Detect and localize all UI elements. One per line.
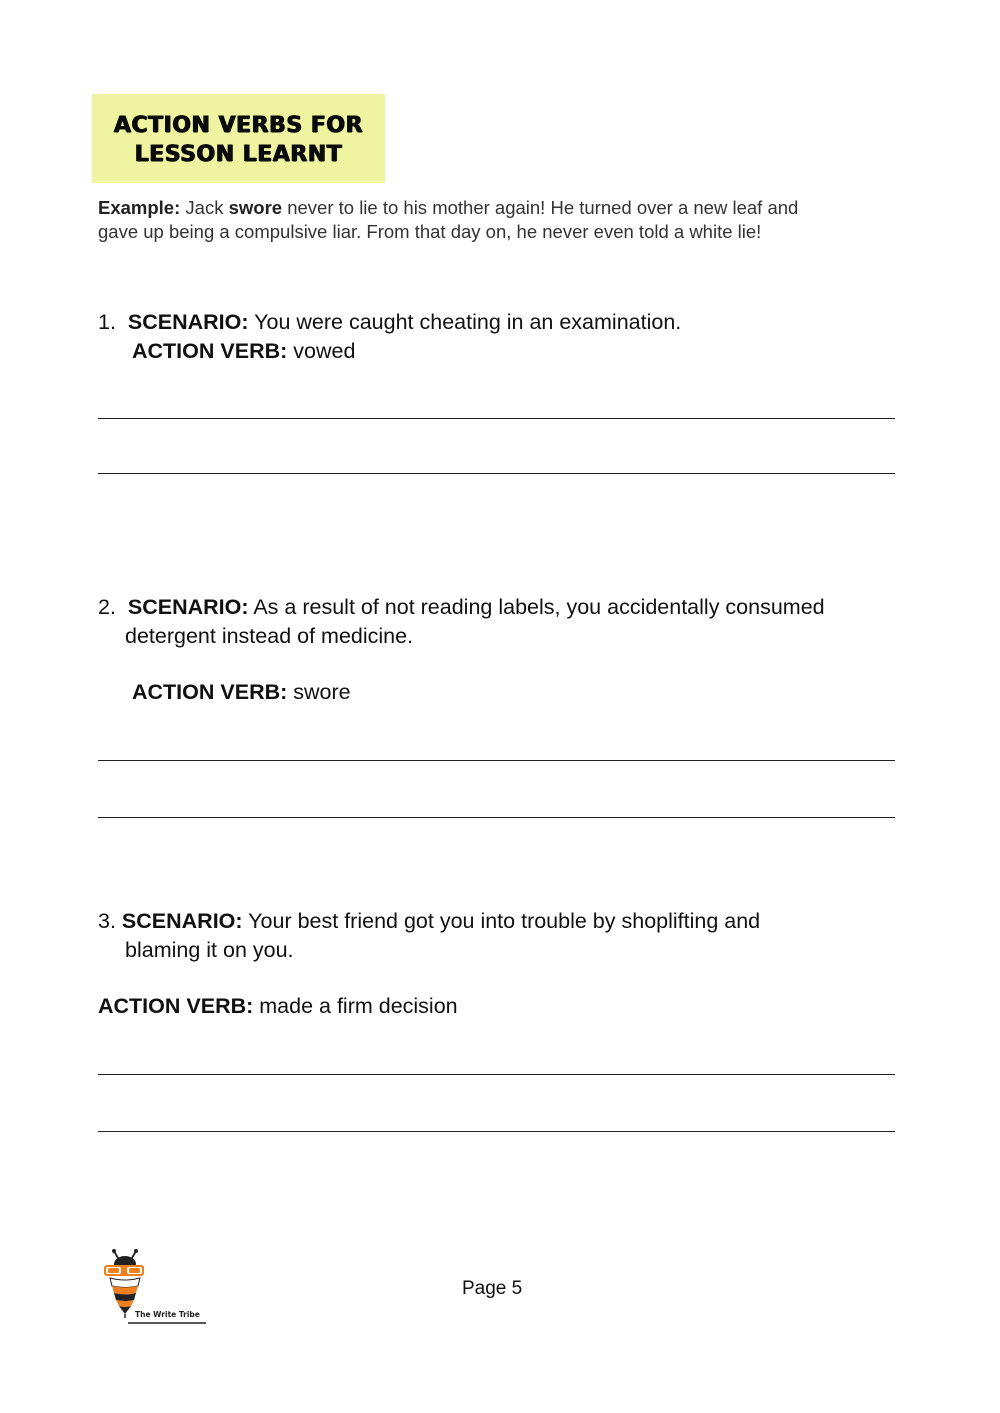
answer-line-3a[interactable] xyxy=(98,1074,895,1075)
logo-text: The Write Tribe xyxy=(135,1310,200,1319)
title-line-2: LESSON LEARNT xyxy=(134,141,343,167)
answer-line-3b[interactable] xyxy=(98,1131,895,1132)
answer-line-1b[interactable] xyxy=(98,473,895,474)
action-verb-value: made a firm decision xyxy=(259,994,458,1018)
question-2 xyxy=(98,593,908,707)
scenario-label: SCENARIO: xyxy=(127,595,249,619)
title-line-1: ACTION VERBS FOR xyxy=(113,112,364,138)
question-number: 2. xyxy=(98,595,116,619)
write-tribe-logo xyxy=(100,1248,210,1328)
scenario-text-continued: detergent instead of medicine. xyxy=(125,624,414,648)
scenario-text: As a result of not reading labels, you accidentally consumed xyxy=(253,595,825,619)
example-line-2: gave up being a compulsive liar. From that day on, he never even told a white lie! xyxy=(98,221,762,242)
action-verb-label: ACTION VERB: xyxy=(132,339,288,363)
question-3 xyxy=(98,907,908,1021)
question-2-action xyxy=(98,678,908,707)
answer-line-2b[interactable] xyxy=(98,817,895,818)
action-verb-label: ACTION VERB: xyxy=(98,994,254,1018)
question-1-scenario xyxy=(98,308,908,337)
question-1-action xyxy=(98,337,908,366)
scenario-text: You were caught cheating in an examination. xyxy=(254,310,682,334)
action-verb-label: ACTION VERB: xyxy=(132,680,288,704)
example-text-rest: never to lie to his mother again! He turned over a new leaf and xyxy=(282,197,799,218)
question-3-scenario xyxy=(98,907,908,936)
answer-line-2a[interactable] xyxy=(98,760,895,761)
page-number: Page 5 xyxy=(462,1278,523,1299)
question-number: 3. xyxy=(98,909,116,933)
question-number: 1. xyxy=(98,310,116,334)
answer-line-1a[interactable] xyxy=(98,418,895,419)
question-3-action xyxy=(98,992,908,1021)
scenario-text-continued: blaming it on you. xyxy=(125,938,294,962)
action-verb-value: vowed xyxy=(293,339,356,363)
example-line-1 xyxy=(98,196,898,220)
example-text-pre: Jack xyxy=(180,197,229,218)
scenario-label: SCENARIO: xyxy=(127,310,249,334)
example-bold-word: swore xyxy=(228,197,283,218)
title-banner xyxy=(92,94,385,183)
question-1 xyxy=(98,308,908,366)
question-2-scenario xyxy=(98,593,908,622)
example-label: Example: xyxy=(98,197,181,218)
scenario-label: SCENARIO: xyxy=(121,909,243,933)
example-paragraph xyxy=(98,196,898,244)
action-verb-value: swore xyxy=(293,680,351,704)
scenario-text: Your best friend got you into trouble by shoplifting and xyxy=(248,909,761,933)
